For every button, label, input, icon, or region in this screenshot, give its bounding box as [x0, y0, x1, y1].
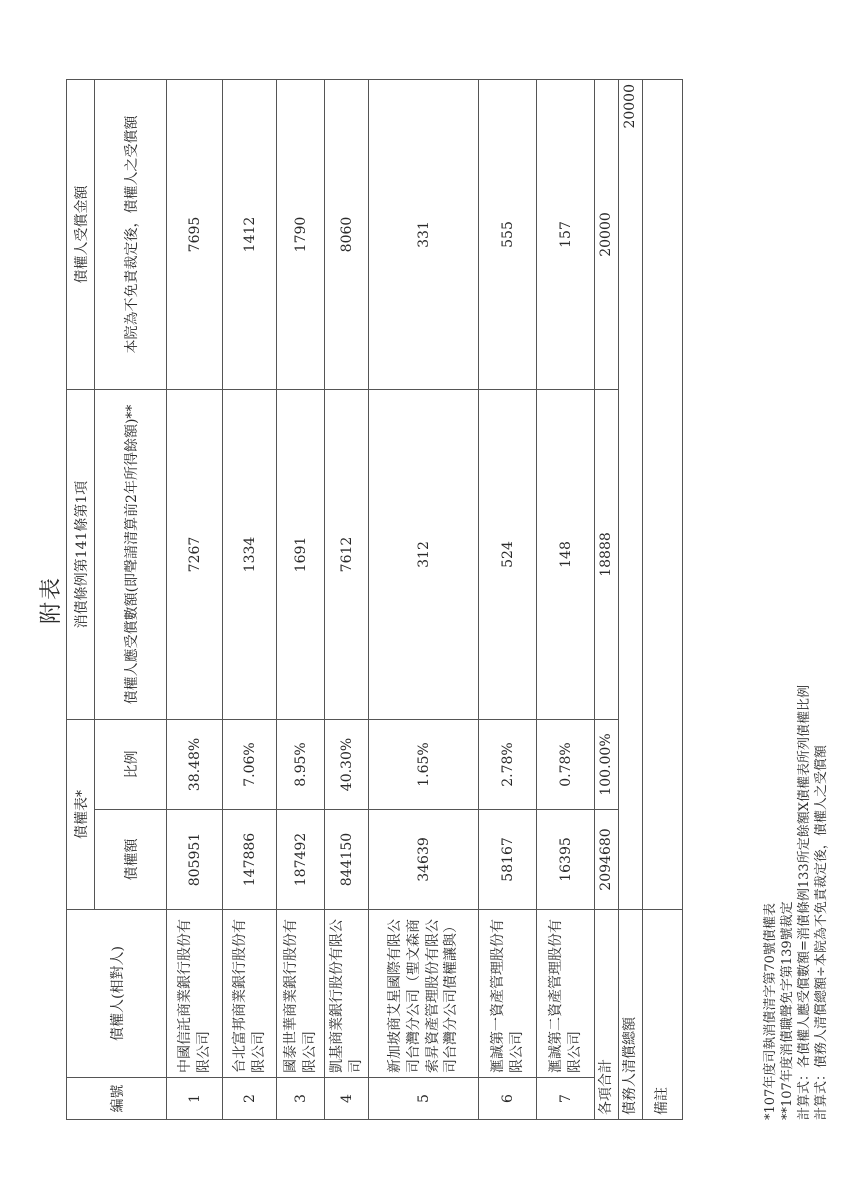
row-creditor: 滙誠第二資產管理股份有限公司	[537, 910, 595, 1078]
row-repay: 157	[537, 80, 595, 390]
document-title: 附表	[39, 576, 64, 625]
total-amount: 2094680	[595, 810, 619, 910]
footnotes	[762, 80, 830, 1120]
total-ratio: 100.00%	[595, 720, 619, 810]
row-due: 1691	[277, 390, 325, 720]
row-no: 7	[537, 1078, 595, 1120]
total-label: 各項合計	[595, 910, 619, 1120]
total-repay: 20000	[595, 80, 619, 390]
row-no: 3	[277, 1078, 325, 1120]
table-row	[369, 80, 479, 1120]
header-repay-sub: 本院為不免責裁定後，債權人之受償額	[95, 80, 167, 390]
row-repay: 8060	[325, 80, 369, 390]
header-ratio: 比例	[95, 720, 167, 810]
row-amount: 58167	[479, 810, 537, 910]
row-due: 312	[369, 390, 479, 720]
row-ratio: 8.95%	[277, 720, 325, 810]
header-article-141-sub: 債權人應受償數額(即聲請清算前2年所得餘額)**	[95, 390, 167, 720]
row-ratio: 7.06%	[223, 720, 277, 810]
footnote-line: *107年度司執消債清字第70號債權表	[763, 903, 778, 1120]
debtor-total-label: 債務人清償總額	[618, 910, 642, 1120]
table-row	[167, 80, 223, 1120]
row-creditor: 滙誠第一資產管理股份有限公司	[479, 910, 537, 1078]
footnote-line: 計算式：各債權人應受償數額=消債條例133所定餘額X債權表所列債權比例	[797, 685, 812, 1120]
row-amount: 147886	[223, 810, 277, 910]
row-creditor: 新加坡商艾星國際有限公司台灣分公司（聖文森商索昇資產管理股份有限公司台灣分公司債權讓與）	[369, 910, 479, 1078]
row-creditor: 中國信託商業銀行股份有限公司	[167, 910, 223, 1078]
row-amount: 805951	[167, 810, 223, 910]
row-due: 7267	[167, 390, 223, 720]
footnote-line: **107年度消債職聲免字第139號裁定	[780, 901, 795, 1120]
row-creditor: 台北富邦商業銀行股份有限公司	[223, 910, 277, 1078]
row-creditor: 國泰世華商業銀行股份有限公司	[277, 910, 325, 1078]
header-article-141: 消債條例第141條第1項	[67, 390, 95, 720]
header-creditor: 債權人(相對人)	[67, 910, 167, 1078]
remarks-content	[642, 80, 682, 910]
table-row	[537, 80, 595, 1120]
row-repay: 7695	[167, 80, 223, 390]
header-claim-table: 債權表*	[67, 720, 95, 910]
footnote-line: 計算式：債務人清償總額÷本院為不免責裁定後，債權人之受償額	[814, 745, 829, 1120]
row-repay: 555	[479, 80, 537, 390]
row-amount: 16395	[537, 810, 595, 910]
debtor-total-value: 20000	[618, 80, 642, 910]
row-amount: 187492	[277, 810, 325, 910]
row-repay: 1790	[277, 80, 325, 390]
table-row	[223, 80, 277, 1120]
total-due: 18888	[595, 390, 619, 720]
row-no: 5	[369, 1078, 479, 1120]
row-amount: 34639	[369, 810, 479, 910]
row-due: 524	[479, 390, 537, 720]
row-ratio: 38.48%	[167, 720, 223, 810]
row-ratio: 0.78%	[537, 720, 595, 810]
remarks-label: 備註	[642, 910, 682, 1120]
row-ratio: 2.78%	[479, 720, 537, 810]
header-no: 編號	[67, 1078, 167, 1120]
row-ratio: 1.65%	[369, 720, 479, 810]
table-row	[479, 80, 537, 1120]
row-repay: 1412	[223, 80, 277, 390]
appendix-table	[66, 79, 683, 1120]
total-row	[595, 80, 619, 1120]
row-due: 1334	[223, 390, 277, 720]
row-no: 6	[479, 1078, 537, 1120]
row-ratio: 40.30%	[325, 720, 369, 810]
rotated-document	[34, 80, 829, 1120]
table-row	[277, 80, 325, 1120]
row-creditor: 凱基商業銀行股份有限公司	[325, 910, 369, 1078]
row-due: 7612	[325, 390, 369, 720]
table-row	[325, 80, 369, 1120]
row-due: 148	[537, 390, 595, 720]
row-no: 1	[167, 1078, 223, 1120]
remarks-row	[642, 80, 682, 1120]
row-no: 2	[223, 1078, 277, 1120]
row-repay: 331	[369, 80, 479, 390]
row-amount: 844150	[325, 810, 369, 910]
debtor-total-row	[618, 80, 642, 1120]
header-repay-amount: 債權人受償金額	[67, 80, 95, 390]
row-no: 4	[325, 1078, 369, 1120]
header-claim-amount: 債權額	[95, 810, 167, 910]
